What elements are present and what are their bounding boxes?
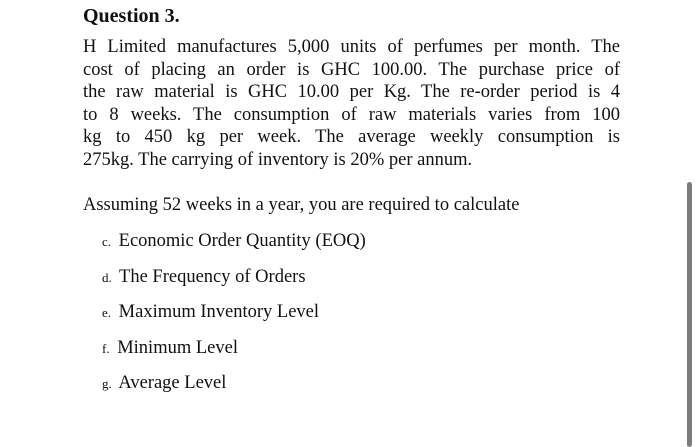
list-item [102, 263, 366, 299]
paragraph-line: the raw material is GHC 10.00 per Kg. The re-order period is 4 [83, 82, 620, 103]
vertical-scrollbar[interactable] [687, 182, 692, 447]
list-marker: e. [102, 305, 112, 321]
list-item [102, 227, 366, 263]
list-item-text: Economic Order Quantity (EOQ) [118, 231, 366, 251]
list-item-text: Minimum Level [117, 337, 238, 358]
list-marker: f. [102, 340, 110, 356]
list-item-text: Maximum Inventory Level [118, 302, 320, 323]
question-paragraph [83, 36, 620, 172]
paragraph-line: 275kg. The carrying of inventory is 20% per annum. [83, 149, 473, 170]
paragraph-line: H Limited manufactures 5,000 units of perfumes per month. The [83, 37, 620, 57]
list-marker: d. [102, 269, 112, 285]
list-marker: g. [102, 376, 112, 392]
paragraph-line: to 8 weeks. The consumption of raw materials varies from 100 [83, 104, 620, 125]
question-heading: Question 3. [83, 5, 180, 27]
list-marker: c. [102, 234, 112, 249]
list-item [102, 298, 366, 334]
list-item-text: The Frequency of Orders [119, 266, 306, 287]
paragraph-line: kg to 450 kg per week. The average weekly consumption is [83, 127, 620, 148]
list-item-text: Average Level [118, 373, 227, 394]
paragraph-line: cost of placing an order is GHC 100.00. The purchase price of [83, 59, 620, 80]
list-item [102, 369, 366, 405]
list-item [102, 334, 366, 370]
question-intro: Assuming 52 weeks in a year, you are required to calculate [83, 195, 520, 215]
requirements-list [102, 227, 366, 405]
